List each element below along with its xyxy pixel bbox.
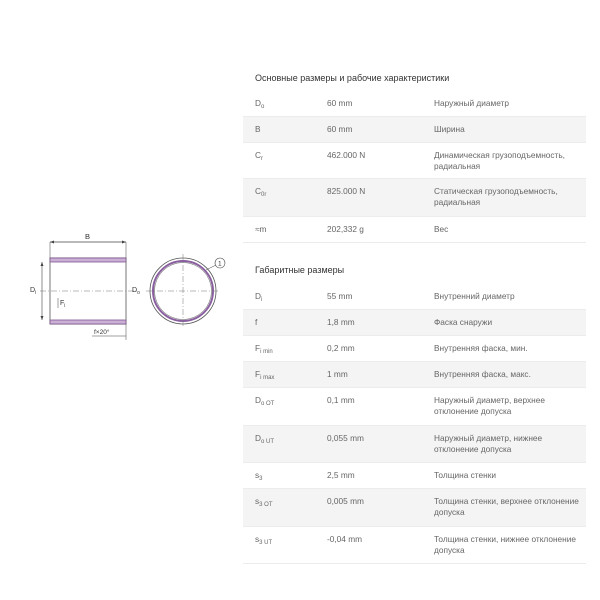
description-cell: Фаска снаружи	[434, 317, 493, 327]
description-cell: Толщина стенки, нижнее отклонение допуска	[434, 534, 576, 555]
table-row	[243, 388, 586, 426]
label-di: $D_i$	[30, 287, 37, 296]
value-cell: 0,055 mm	[327, 433, 364, 443]
description-cell: Ширина	[434, 124, 465, 134]
table-row	[243, 310, 586, 336]
table-row	[243, 426, 586, 463]
symbol-cell: $D_o$	[255, 98, 265, 110]
description-cell: Наружный диаметр	[434, 98, 509, 108]
description-cell: Толщина стенки	[434, 470, 496, 480]
description-cell: Внутренний диаметр	[434, 291, 515, 301]
symbol-cell: $s_{3 UT}$	[255, 534, 273, 546]
symbol-cell: $F_{i max}$	[255, 369, 275, 381]
value-cell: 202,332 g	[327, 224, 364, 234]
value-cell: -0,04 mm	[327, 534, 363, 544]
value-cell: 55 mm	[327, 291, 353, 301]
section-dimensions-title: Габаритные размеры	[255, 265, 345, 275]
table-row	[243, 284, 586, 310]
symbol-cell: $s_{3 OT}$	[255, 496, 273, 508]
description-cell: Динамическая грузоподъемность, радиальная	[434, 150, 565, 171]
table-row	[243, 527, 586, 564]
table-row	[243, 91, 586, 117]
marker-label: 1	[218, 260, 222, 268]
dimensions-table	[243, 284, 586, 564]
label-b: B	[85, 232, 91, 241]
main-dimensions-table	[243, 91, 586, 243]
description-cell: Внутренняя фаска, мин.	[434, 343, 528, 353]
value-cell: 60 mm	[327, 98, 353, 108]
section-main-dimensions-title: Основные размеры и рабочие характеристики	[255, 73, 450, 83]
value-cell: 60 mm	[327, 124, 353, 134]
description-cell: Внутренняя фаска, макс.	[434, 369, 531, 379]
value-cell: 1 mm	[327, 369, 348, 379]
description-cell: Наружный диаметр, нижнее отклонение допуска	[434, 433, 543, 454]
value-cell: 462.000 N	[327, 150, 366, 160]
symbol-cell: $D_i$	[255, 291, 263, 303]
symbol-cell: f	[255, 317, 258, 327]
label-do: $D_o$	[132, 287, 140, 296]
value-cell: 2,5 mm	[327, 470, 355, 480]
symbol-cell: $D_{o OT}$	[255, 395, 275, 407]
table-row	[243, 463, 586, 489]
label-fi: $F_i$	[60, 300, 66, 309]
table-row	[243, 117, 586, 143]
table-row	[243, 217, 586, 243]
table-row	[243, 143, 586, 179]
symbol-cell: $s_3$	[255, 470, 263, 482]
value-cell: 0,005 mm	[327, 496, 364, 506]
bushing-drawing	[28, 228, 233, 348]
description-cell: Статическая грузоподъемность, радиальная	[434, 186, 558, 207]
table-row	[243, 179, 586, 217]
label-chamfer: f×20°	[94, 329, 110, 336]
table-row	[243, 362, 586, 388]
description-cell: Толщина стенки, верхнее отклонение допуска	[434, 496, 579, 517]
value-cell: 0,1 mm	[327, 395, 355, 405]
table-row	[243, 336, 586, 362]
symbol-cell: ≈m	[255, 224, 267, 234]
symbol-cell: $C_r$	[255, 150, 263, 162]
symbol-cell: $D_{o UT}$	[255, 433, 275, 445]
symbol-cell: B	[255, 124, 261, 134]
value-cell: 825.000 N	[327, 186, 366, 196]
value-cell: 0,2 mm	[327, 343, 355, 353]
table-row	[243, 489, 586, 527]
symbol-cell: $F_{i min}$	[255, 343, 273, 355]
symbol-cell: $C_{0r}$	[255, 186, 267, 198]
description-cell: Вес	[434, 224, 449, 234]
value-cell: 1,8 mm	[327, 317, 355, 327]
description-cell: Наружный диаметр, верхнее отклонение допуска	[434, 395, 545, 416]
